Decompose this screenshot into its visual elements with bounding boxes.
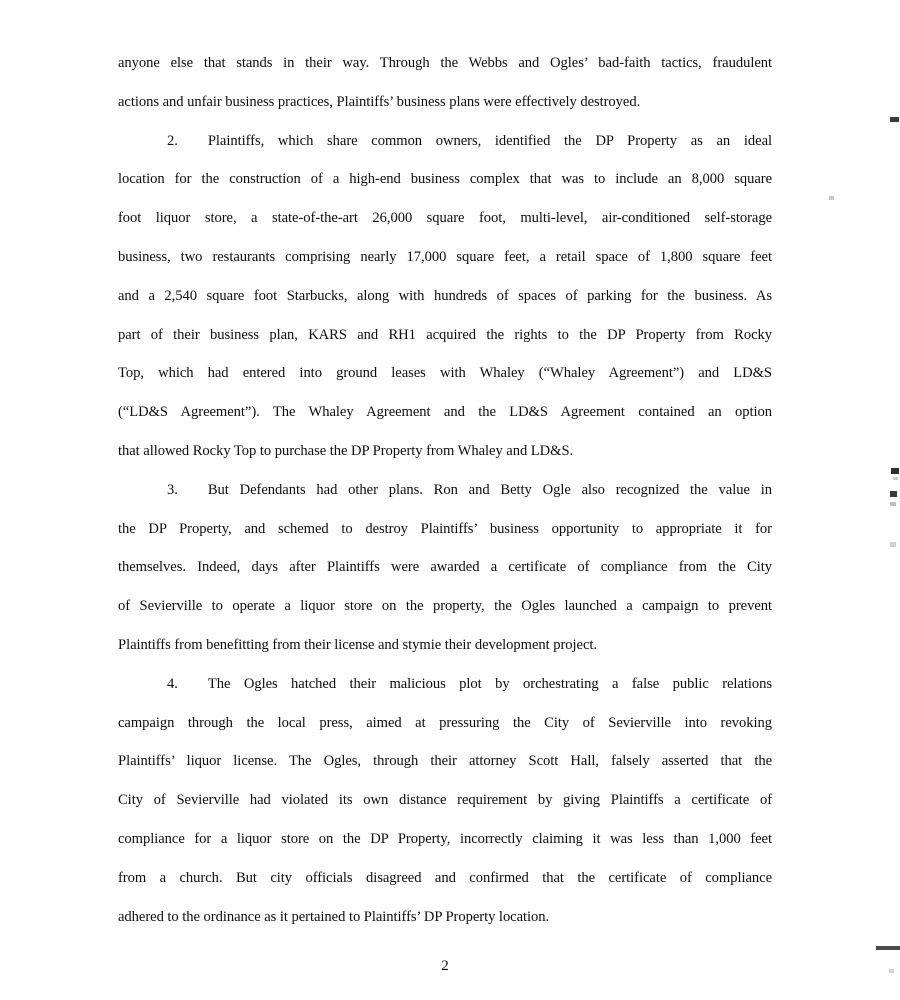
scan-artifact xyxy=(889,969,894,973)
scan-artifact xyxy=(890,542,896,547)
paragraph-start-line xyxy=(118,665,772,704)
text-line: (“LD&S Agreement”). The Whaley Agreement and the LD&S Agreement contained an option xyxy=(118,404,772,421)
paragraph-number: 4. xyxy=(167,675,178,692)
text-line: themselves. Indeed, days after Plaintiffs were awarded a certificate of compliance from the City xyxy=(118,559,772,576)
scan-artifact xyxy=(876,946,900,950)
text-line: from a church. But city officials disagreed and confirmed that the certificate of compliance xyxy=(118,869,772,886)
scan-artifact xyxy=(829,196,834,200)
text-line: part of their business plan, KARS and RH1 acquired the rights to the DP Property from Rocky xyxy=(118,326,772,343)
paragraph-start-line xyxy=(118,122,772,161)
text-line: City of Sevierville had violated its own distance requirement by giving Plaintiffs a certificate of xyxy=(118,792,772,809)
text-line paragraph-end: actions and unfair business practices, Plaintiffs’ business plans were effectively destroyed. xyxy=(118,93,641,110)
text-line paragraph-end: adhered to the ordinance as it pertained to Plaintiffs’ DP Property location. xyxy=(118,908,550,925)
paragraph-number: 3. xyxy=(167,481,178,498)
paragraph-number: 2. xyxy=(167,132,178,149)
paragraph-text: Plaintiffs, which share common owners, identified the DP Property as an ideal xyxy=(207,132,772,149)
text-line paragraph-end: Plaintiffs from benefitting from their license and stymie their development project. xyxy=(118,636,598,653)
text-line: business, two restaurants comprising nearly 17,000 square feet, a retail space of 1,800 square feet xyxy=(118,248,772,265)
text-line: foot liquor store, a state-of-the-art 26,000 square foot, multi-level, air-conditioned self-storage xyxy=(118,210,772,227)
scan-artifact xyxy=(891,468,899,474)
scan-artifact xyxy=(890,491,897,497)
page-number: 2 xyxy=(441,958,449,974)
scan-artifact xyxy=(890,117,899,122)
text-line paragraph-end: that allowed Rocky Top to purchase the DP Property from Whaley and LD&S. xyxy=(118,442,574,459)
scan-artifact xyxy=(890,502,896,506)
scan-artifact xyxy=(893,477,898,480)
page-content xyxy=(118,44,772,936)
text-line: the DP Property, and schemed to destroy Plaintiffs’ business opportunity to appropriate it for xyxy=(118,520,772,537)
text-line: anyone else that stands in their way. Through the Webbs and Ogles’ bad-faith tactics, fraudulent xyxy=(118,55,772,71)
text-line: and a 2,540 square foot Starbucks, along with hundreds of spaces of parking for the business. As xyxy=(118,287,772,304)
text-line: Plaintiffs’ liquor license. The Ogles, through their attorney Scott Hall, falsely asserted that the xyxy=(118,753,772,770)
paragraph-text: But Defendants had other plans. Ron and Betty Ogle also recognized the value in xyxy=(207,481,772,498)
paragraph-start-line xyxy=(118,471,772,510)
text-line: of Sevierville to operate a liquor store on the property, the Ogles launched a campaign to prevent xyxy=(118,598,772,615)
text-line: location for the construction of a high-end business complex that was to include an 8,000 square xyxy=(118,171,772,188)
text-line: Top, which had entered into ground leases with Whaley (“Whaley Agreement”) and LD&S xyxy=(118,365,772,382)
text-line: compliance for a liquor store on the DP Property, incorrectly claiming it was less than 1,000 feet xyxy=(118,830,772,847)
text-line: campaign through the local press, aimed at pressuring the City of Sevierville into revoking xyxy=(118,714,772,731)
paragraph-text: The Ogles hatched their malicious plot by orchestrating a false public relations xyxy=(207,675,772,692)
